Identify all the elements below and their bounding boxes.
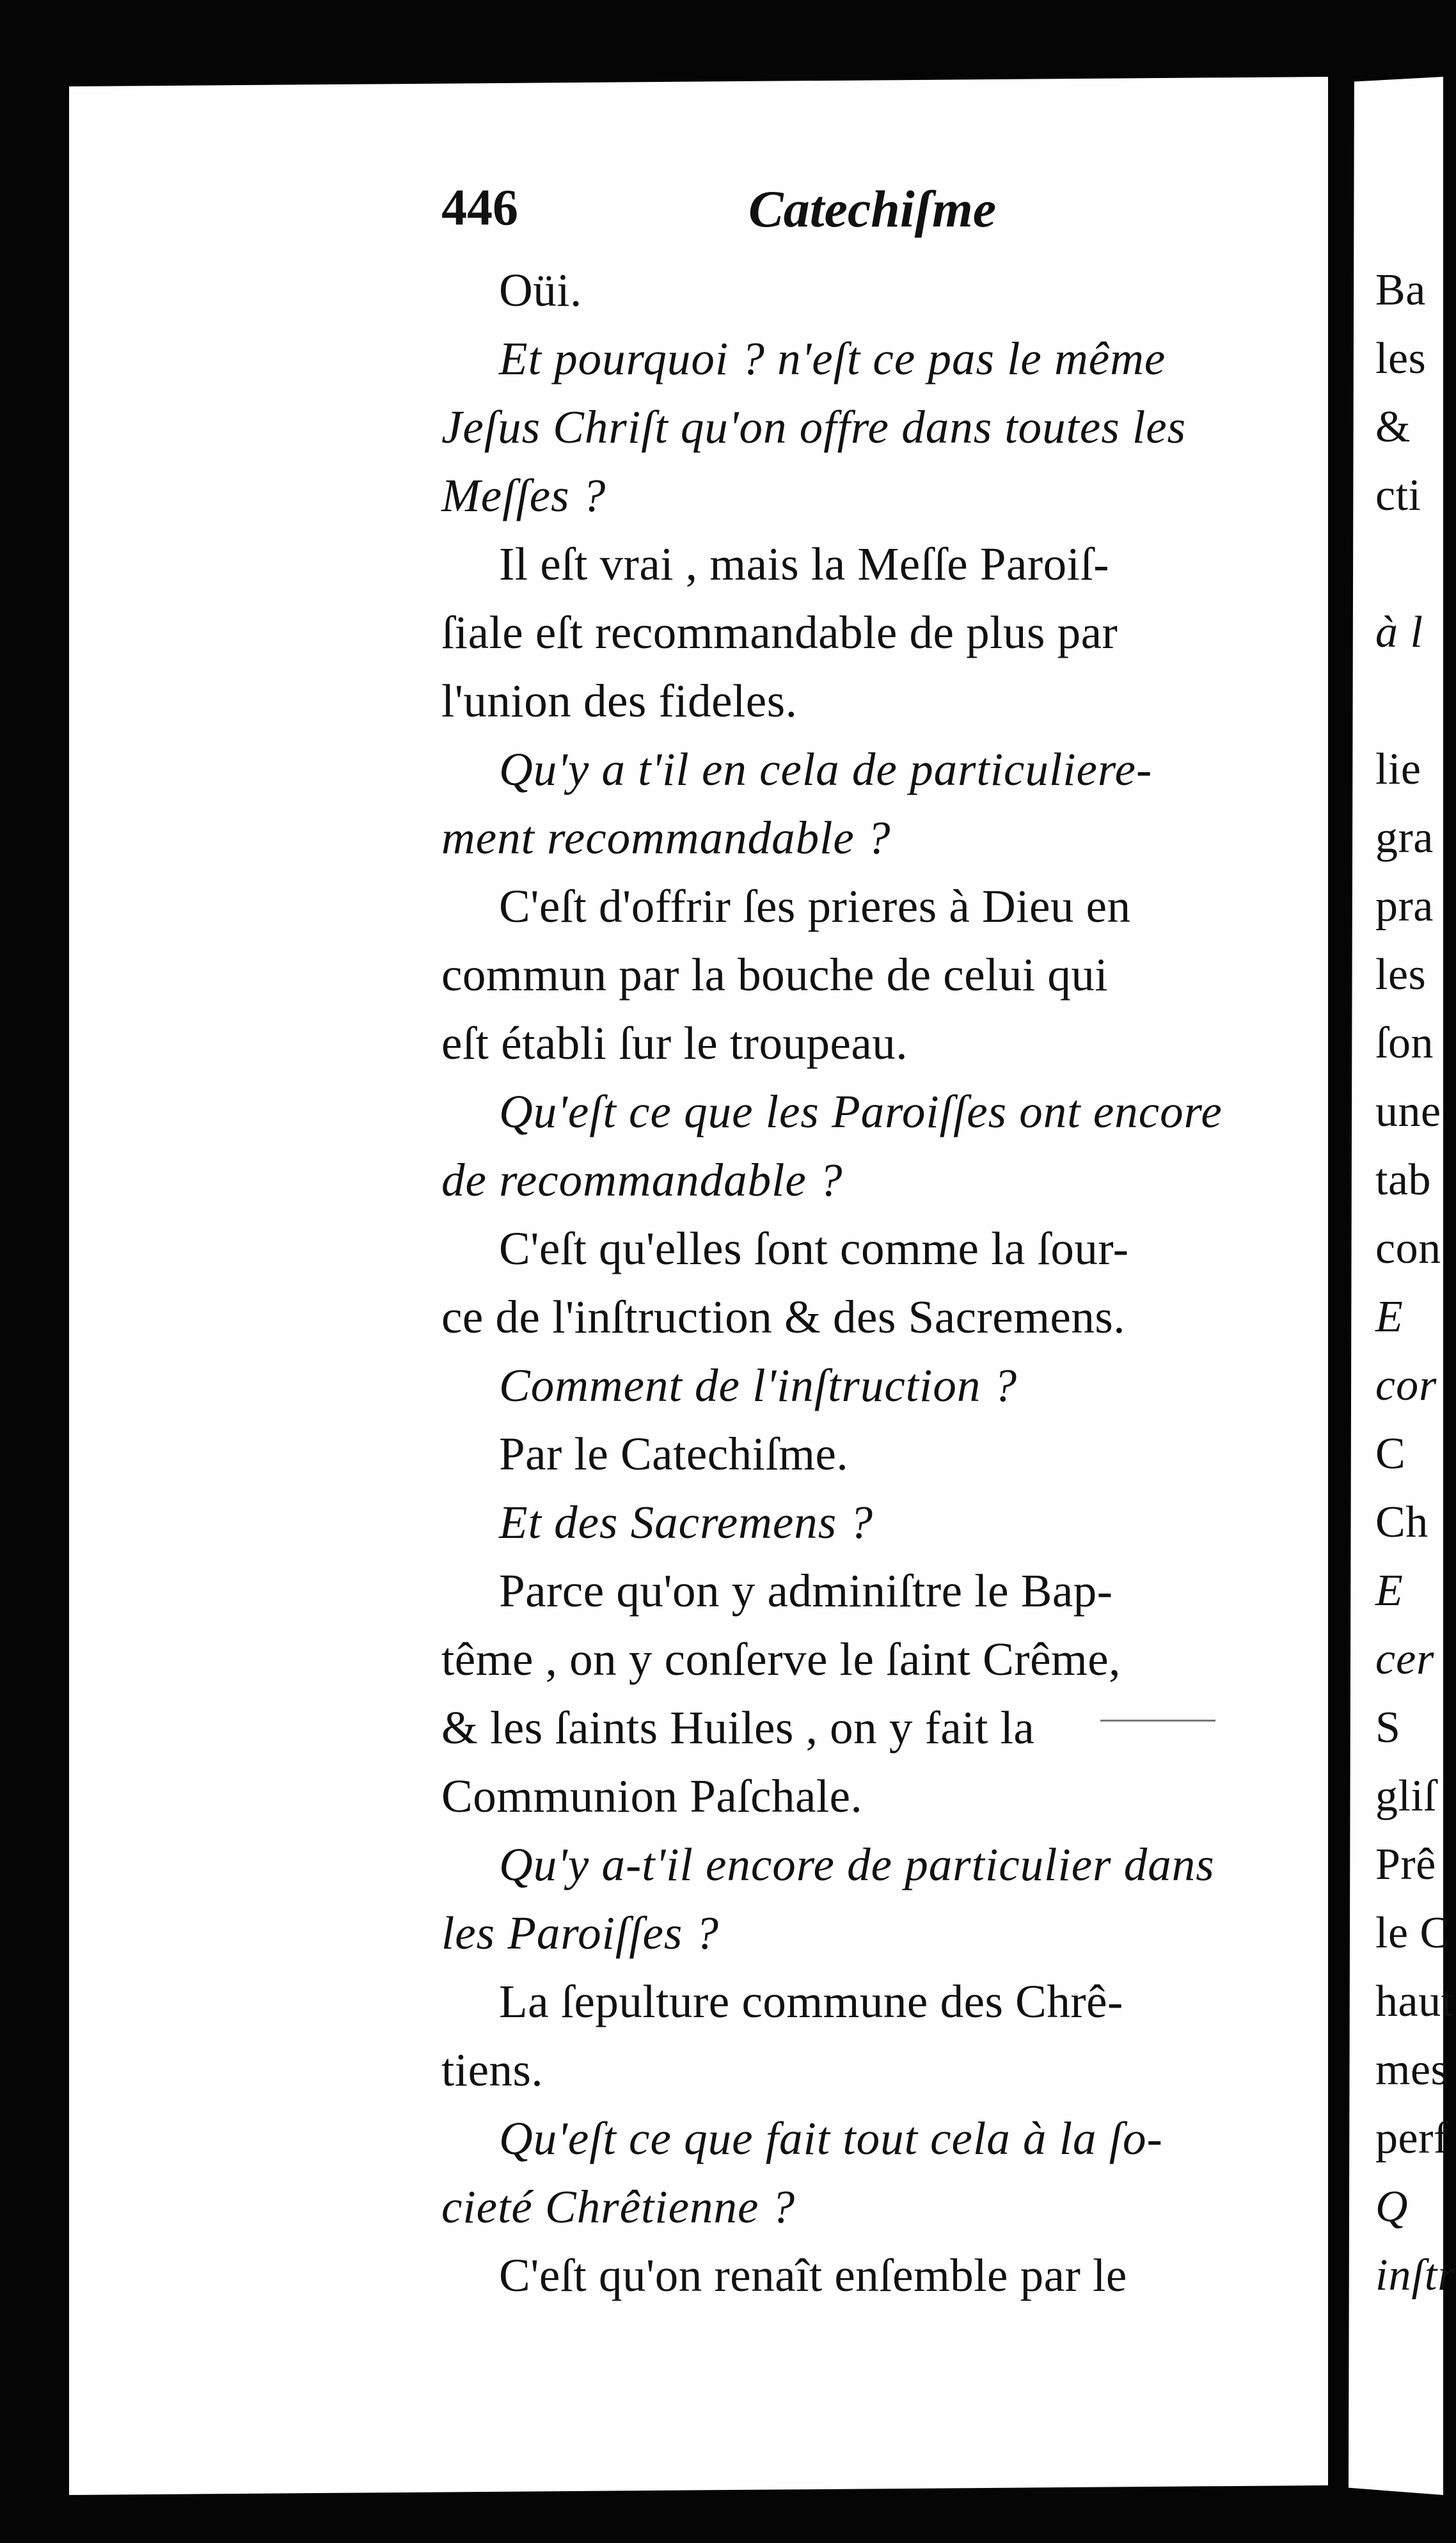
- answer-line: eſt établi ſur le troupeau.: [441, 1017, 908, 1069]
- right-page-fragment: Q: [1375, 2182, 1409, 2231]
- answer-line: Communion Paſchale.: [441, 1770, 863, 1822]
- right-page-fragment: pra: [1375, 882, 1434, 931]
- question-line: Et pourquoi ? n'eſt ce pas le même: [499, 333, 1166, 384]
- answer-line: La ſepulture commune des Chrê-: [499, 1976, 1123, 2027]
- right-page-fragment: le C: [1375, 1908, 1450, 1958]
- answer-line: Par le Catechiſme.: [499, 1428, 849, 1480]
- answer-line: tême , on y conſerve le ſaint Crême,: [441, 1633, 1121, 1685]
- right-page-fragment: haut: [1375, 1977, 1454, 2026]
- running-header: [441, 179, 1267, 256]
- answer-line: Oüi.: [499, 264, 582, 316]
- question-line: Qu'y a-t'il encore de particulier dans: [499, 1839, 1215, 1890]
- right-page-fragment: inſtr: [1375, 2251, 1456, 2300]
- left-page-text: [441, 179, 1267, 2309]
- page-number: 446: [441, 180, 518, 236]
- right-page-fragment: C: [1375, 1429, 1406, 1478]
- running-title: Catechiſme: [748, 180, 997, 238]
- answer-line: Parce qu'on y adminiſtre le Bap-: [499, 1565, 1113, 1617]
- right-page-fragment: con: [1375, 1224, 1441, 1273]
- question-line: Qu'eſt ce que les Paroiſſes ont encore: [499, 1086, 1223, 1137]
- right-page-fragment: cer: [1375, 1635, 1435, 1684]
- answer-line: commun par la bouche de celui qui: [441, 949, 1109, 1001]
- question-line: Meſſes ?: [441, 470, 606, 521]
- right-page-fragment: mes: [1375, 2045, 1449, 2095]
- right-page-fragment: cor: [1375, 1361, 1437, 1410]
- right-page-fragment: cti: [1375, 471, 1421, 520]
- right-page-fragment: gliſ: [1375, 1771, 1437, 1821]
- question-line: Qu'eſt ce que fait tout cela à la ſo-: [499, 2112, 1163, 2164]
- answer-line: Il eſt vrai , mais la Meſſe Paroiſ-: [499, 538, 1110, 590]
- fragment-gap: [1375, 667, 1446, 735]
- right-page-fragment: E: [1375, 1566, 1404, 1615]
- question-line: Qu'y a t'il en cela de particuliere-: [499, 743, 1153, 795]
- right-page-fragment: S: [1375, 1703, 1401, 1752]
- question-line: Jeſus Chriſt qu'on offre dans toutes les: [441, 401, 1187, 453]
- fragment-gap: [1375, 530, 1446, 598]
- right-page-fragment: Ch: [1375, 1498, 1428, 1547]
- answer-line: ce de l'inſtruction & des Sacremens.: [441, 1291, 1126, 1343]
- question-line: ment recommandable ?: [441, 812, 891, 864]
- answer-line: & les ſaints Huiles , on y fait la: [441, 1702, 1035, 1754]
- right-page-fragment: gra: [1375, 813, 1434, 862]
- right-page-text-fragments: [1375, 256, 1456, 2309]
- right-page-fragment: une: [1375, 1087, 1441, 1136]
- answer-line: C'eſt qu'elles ſont comme la ſour-: [499, 1223, 1129, 1274]
- question-line: les Paroiſſes ?: [441, 1907, 720, 1959]
- answer-line: ſiale eſt recommandable de plus par: [441, 606, 1118, 658]
- answer-line: C'eſt d'offrir ſes prieres à Dieu en: [499, 880, 1131, 932]
- right-page-fragment: Prê: [1375, 1840, 1436, 1889]
- question-line: Comment de l'inſtruction ?: [499, 1359, 1018, 1411]
- right-page-fragment: à l: [1375, 608, 1423, 657]
- right-page-fragment: lie: [1375, 745, 1421, 794]
- answer-line: C'eſt qu'on renaît enſemble par le: [499, 2249, 1127, 2301]
- text-lines: [441, 256, 1267, 2309]
- horizontal-rule: [1100, 1720, 1215, 1722]
- right-page-fragment: perf: [1375, 2114, 1449, 2163]
- question-line: cieté Chrêtienne ?: [441, 2181, 796, 2233]
- right-page-fragment: les: [1375, 334, 1427, 383]
- question-line: de recommandable ?: [441, 1154, 843, 1206]
- right-page-fragment: E: [1375, 1292, 1404, 1342]
- right-page-fragment: les: [1375, 950, 1427, 999]
- right-page-fragment: tab: [1375, 1155, 1432, 1205]
- right-page-fragment: Ba: [1375, 265, 1426, 315]
- answer-line: tiens.: [441, 2044, 544, 2096]
- question-line: Et des Sacremens ?: [499, 1496, 873, 1548]
- answer-line: l'union des fideles.: [441, 675, 798, 727]
- right-page-fragment: &: [1375, 402, 1411, 452]
- right-page-fragment: ſon: [1375, 1018, 1434, 1068]
